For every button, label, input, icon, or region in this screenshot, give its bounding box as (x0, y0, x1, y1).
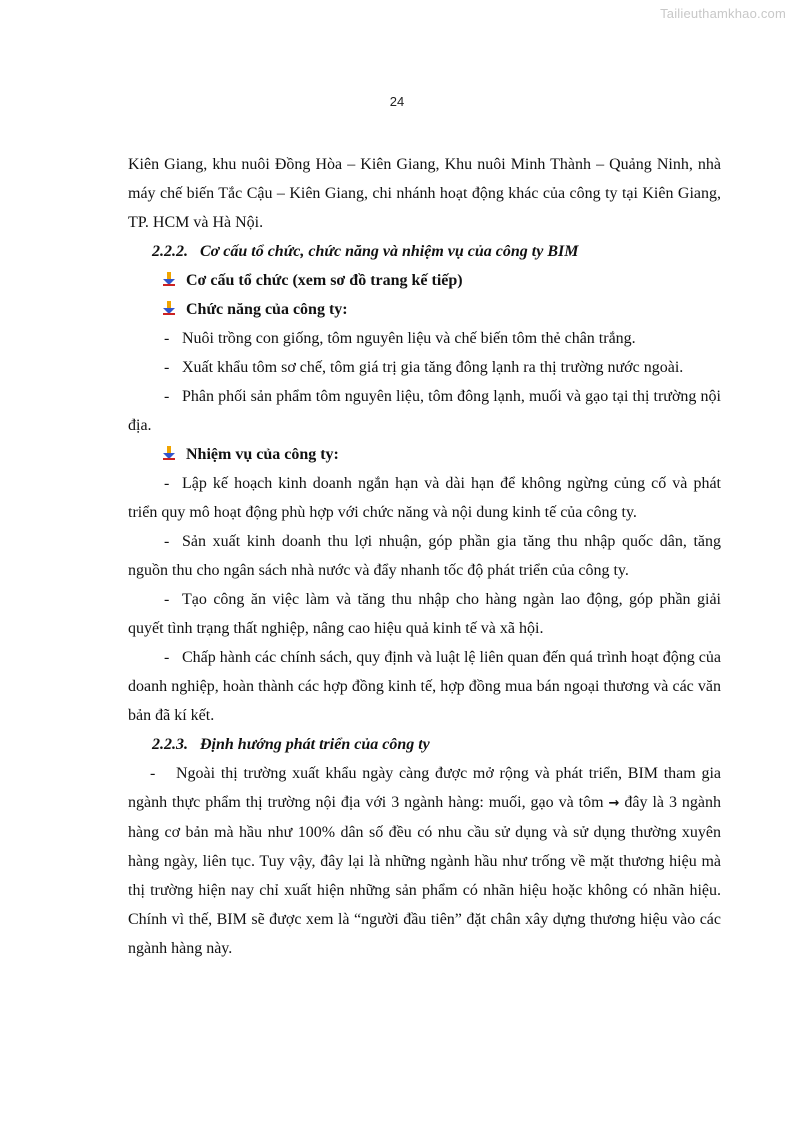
bullet-heading-nhiem-vu (128, 440, 721, 469)
list-item: - Xuất khẩu tôm sơ chế, tôm giá trị gia tăng đông lạnh ra thị trường nước ngoài. (164, 359, 684, 376)
section-heading-2-2-2 (128, 237, 721, 266)
list-item: - Chấp hành các chính sách, quy định và luật lệ liên quan đến quá trình hoạt động của doanh nghiệp, hoàn thành các hợp đồng kinh tế, hợp đồng mua bán ngoại thương và các văn bản đã kí kết. (128, 649, 721, 724)
down-arrow-bullet-icon (162, 301, 176, 315)
right-arrow-icon: → (608, 796, 620, 811)
list-item: - Sản xuất kinh doanh thu lợi nhuận, góp phần gia tăng thu nhập quốc dân, tăng nguồn thu cho ngân sách nhà nước và đẩy nhanh tốc độ phát triển của công ty. (128, 533, 721, 579)
section-title: Cơ cấu tổ chức, chức năng và nhiệm vụ của công ty BIM (200, 243, 579, 260)
list-item: - Phân phối sản phẩm tôm nguyên liệu, tôm đông lạnh, muối và gạo tại thị trường nội địa. (128, 388, 721, 434)
list-item: - Lập kế hoạch kinh doanh ngắn hạn và dài hạn để không ngừng củng cố và phát triển quy mô hoạt động phù hợp với chức năng và nội dung kinh tế của công ty. (128, 475, 721, 521)
list-item: - Nuôi trồng con giống, tôm nguyên liệu và chế biến tôm thẻ chân trắng. (164, 330, 636, 347)
page-number: 24 (389, 94, 405, 109)
list-item: - Tạo công ăn việc làm và tăng thu nhập cho hàng ngàn lao động, góp phần giải quyết tình trạng thất nghiệp, nâng cao hiệu quả kinh tế và xã hội. (128, 591, 721, 637)
intro-paragraph: Kiên Giang, khu nuôi Đồng Hòa – Kiên Giang, Khu nuôi Minh Thành – Quảng Ninh, nhà máy chế biến Tắc Cậu – Kiên Giang, chi nhánh hoạt động khác của công ty tại Kiên Giang, TP. HCM và Hà Nội. (128, 156, 721, 231)
bullet-label: Nhiệm vụ của công ty: (186, 446, 339, 463)
bullet-heading-chuc-nang (128, 295, 721, 324)
down-arrow-bullet-icon (162, 446, 176, 460)
document-body (128, 150, 721, 963)
bullet-heading-co-cau (128, 266, 721, 295)
section-heading-2-2-3 (128, 730, 721, 759)
section-number: 2.2.2. (152, 243, 188, 260)
section-title: Định hướng phát triển của công ty (200, 736, 430, 753)
bullet-label: Cơ cấu tổ chức (xem sơ đồ trang kế tiếp) (186, 272, 463, 289)
down-arrow-bullet-icon (162, 272, 176, 286)
bullet-label: Chức năng của công ty: (186, 301, 348, 318)
orientation-paragraph: - Ngoài thị trường xuất khẩu ngày càng được mở rộng và phát triển, BIM tham gia ngành thực phẩm thị trường nội địa với 3 ngành hàng: muối, gạo và tôm → đây là 3 ngành hàng cơ bản mà hầu như 100% dân số đều có nhu cầu sử dụng và sử dụng thường xuyên hàng ngày, liên tục. Tuy vậy, đây lại là những ngành hầu như trống về mặt thương hiệu mà thị trường hiện nay chỉ xuất hiện những sản phẩm có nhãn hiệu hoặc không có nhãn hiệu. Chính vì thế, BIM sẽ được xem là “người đầu tiên” đặt chân xây dựng thương hiệu vào các ngành hàng này. (128, 765, 722, 957)
watermark: Tailieuthamkhao.com (660, 6, 786, 21)
section-number: 2.2.3. (152, 736, 188, 753)
